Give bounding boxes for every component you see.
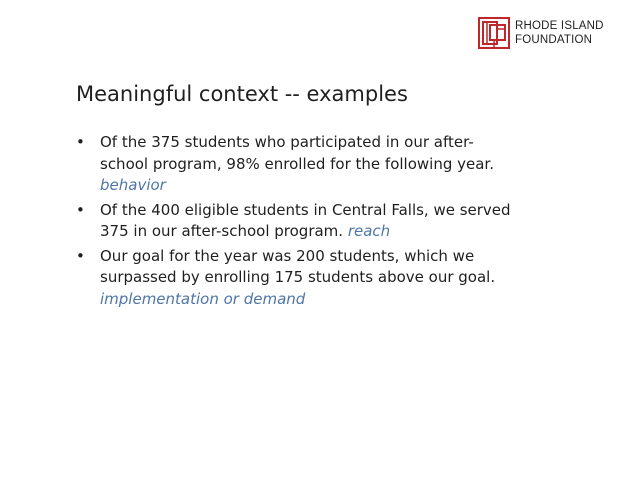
bullet-text-line: Of the 400 eligible students in Central Falls, we served [100, 200, 511, 219]
bullet-category-tag: implementation or demand [100, 289, 306, 308]
bullet-text-line: surpassed by enrolling 175 students above our goal. [100, 268, 496, 286]
bullet-item [76, 132, 616, 197]
logo-text-line2: FOUNDATION [515, 34, 593, 46]
bullet-item [76, 246, 616, 311]
bullet-text-line: school program, 98% enrolled for the following year. [100, 154, 494, 173]
bullet-item [76, 200, 616, 243]
slide-title: Meaningful context -- examples [76, 82, 408, 106]
bullet-text-line: Of the 375 students who participated in our after- [100, 133, 474, 151]
bullet-category-tag: behavior [100, 176, 166, 194]
rhode-island-foundation-logo [478, 17, 628, 51]
bullet-marker: • [76, 133, 85, 151]
logo-text-line1: RHODE ISLAND [515, 20, 604, 32]
bullet-marker: • [76, 246, 85, 265]
bullet-category-tag: reach [347, 222, 391, 240]
bullet-text: 375 in our after-school program. [100, 222, 344, 240]
bullet-text-line-with-tag [100, 221, 616, 243]
bullet-list [76, 132, 616, 313]
foundation-emblem-icon [478, 17, 510, 49]
bullet-text-line: Our goal for the year was 200 students, which we [100, 246, 475, 265]
bullet-marker: • [76, 200, 85, 219]
